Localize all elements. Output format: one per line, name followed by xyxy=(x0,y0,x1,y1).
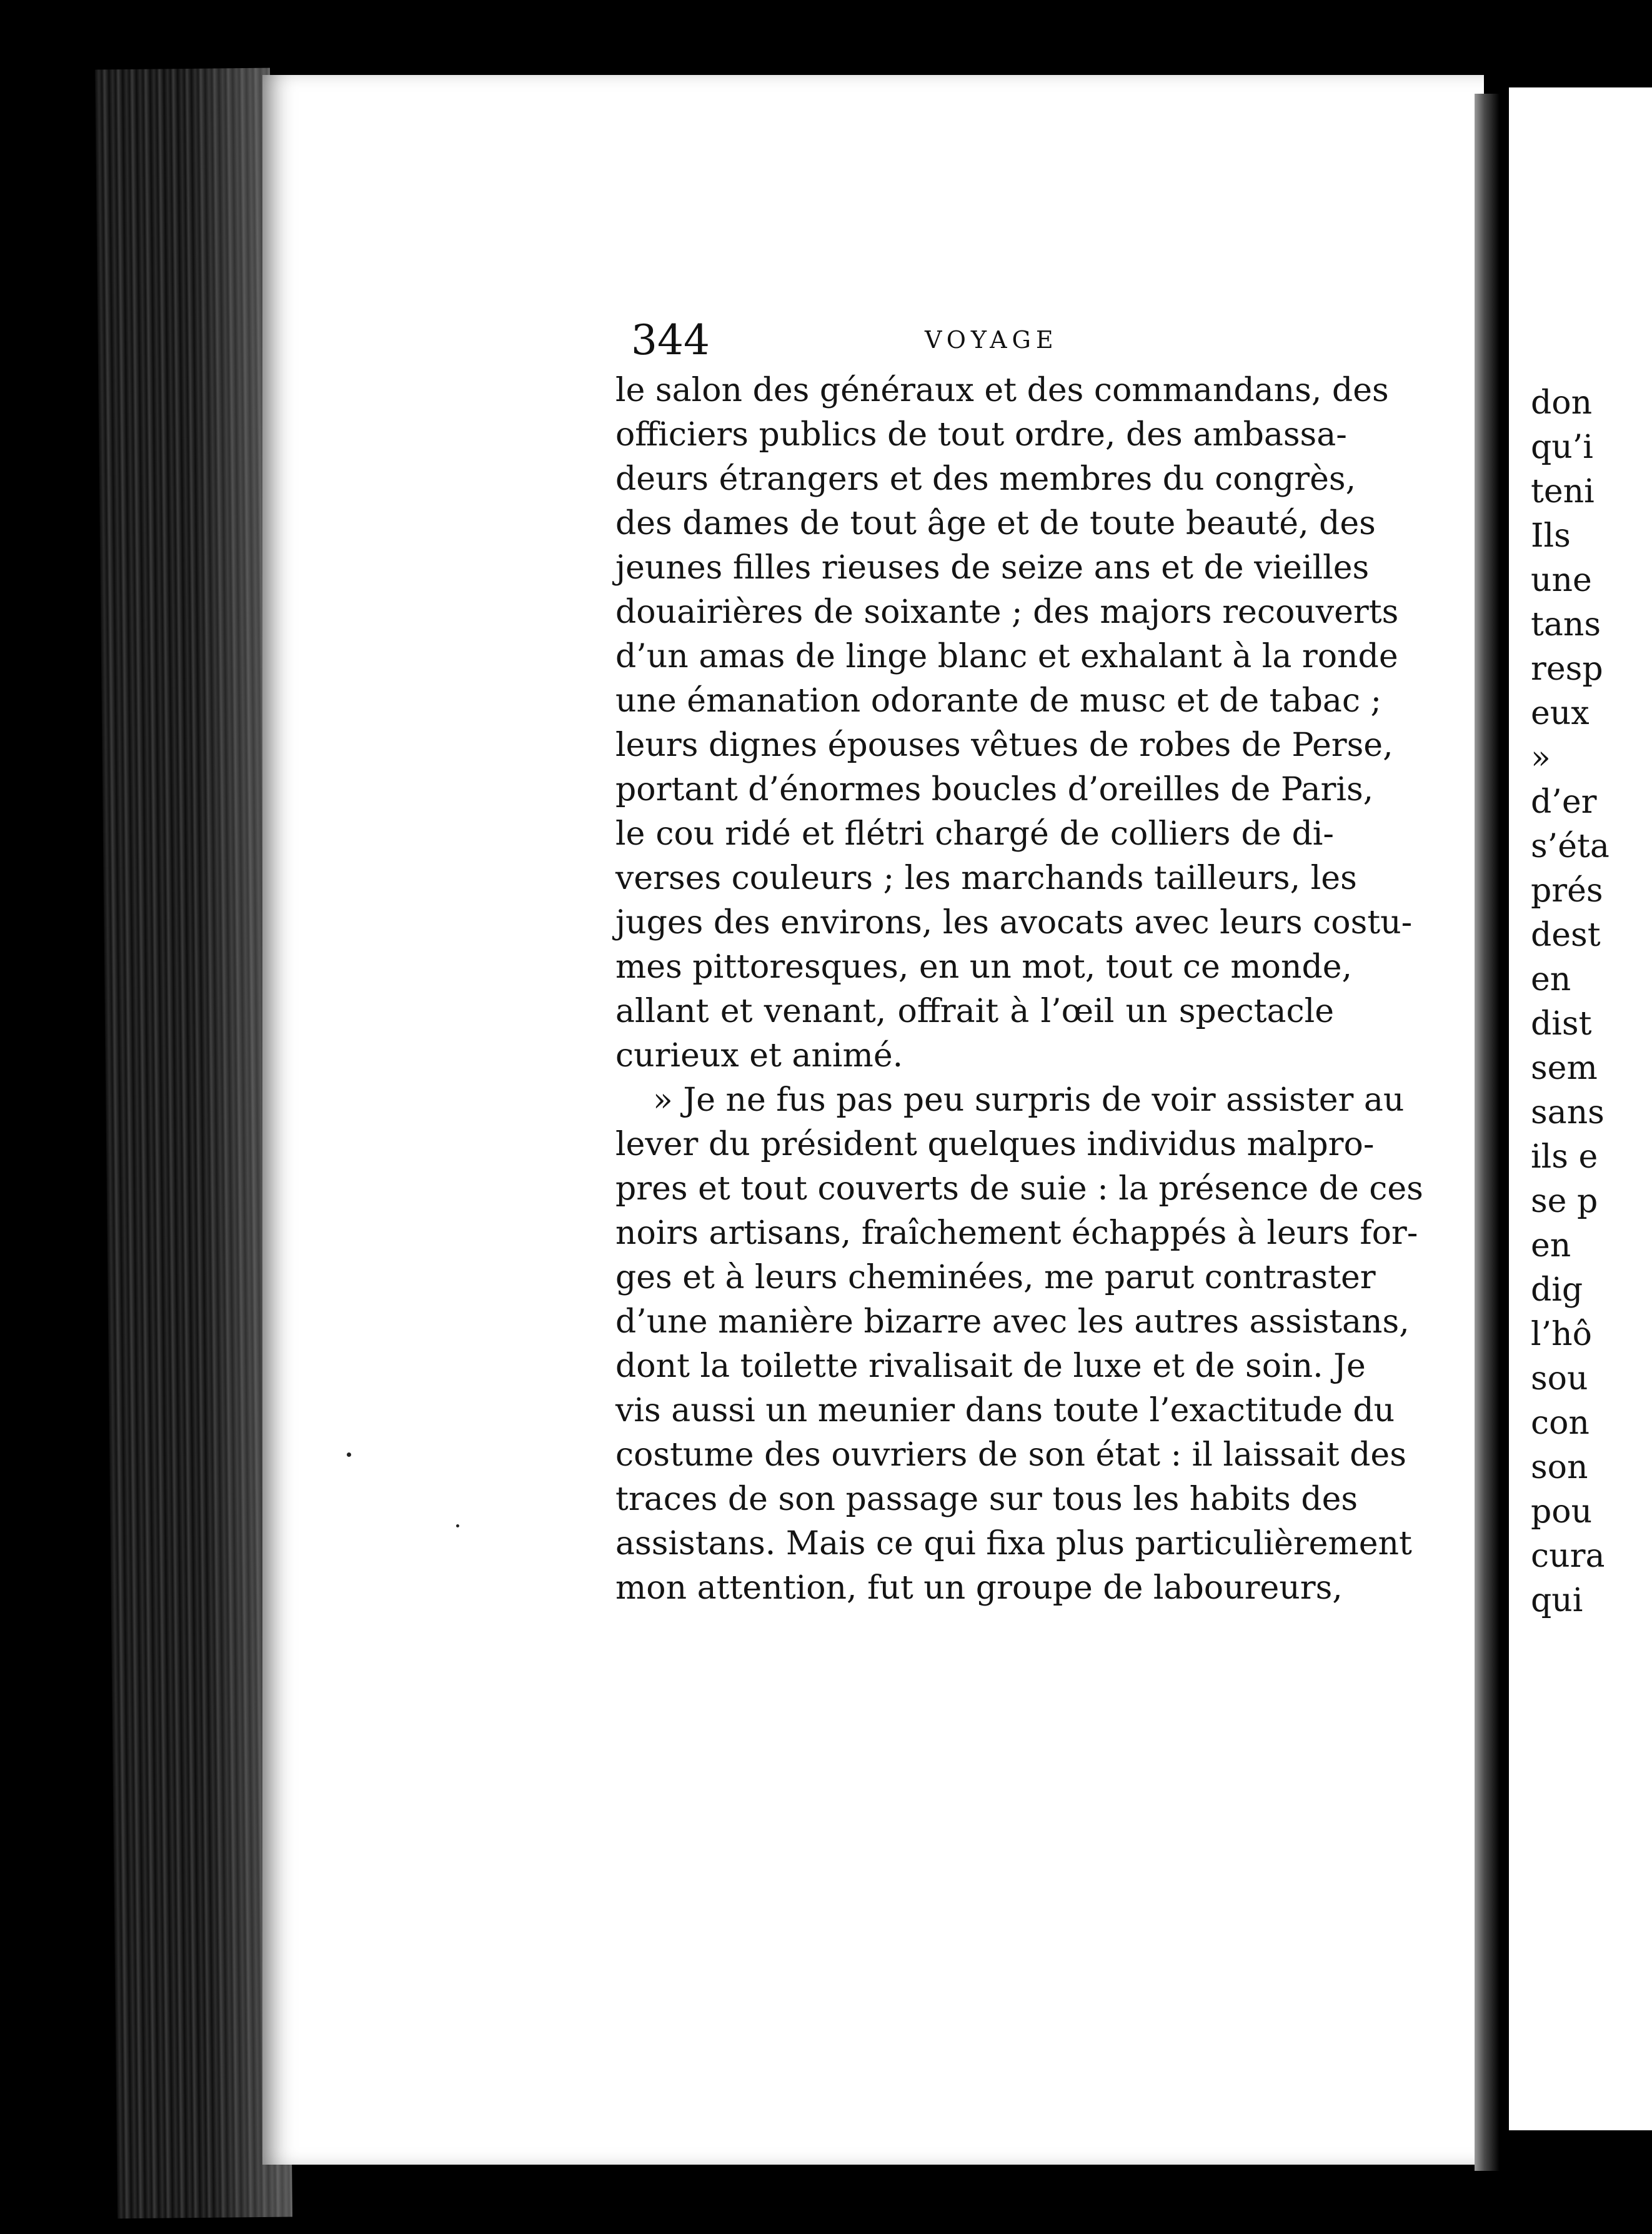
text-line: des dames de tout âge et de toute beauté, des xyxy=(615,505,1376,542)
running-head: VOYAGE xyxy=(925,326,1058,354)
right-line: » xyxy=(1531,739,1551,777)
text-line: traces de son passage sur tous les habits des xyxy=(615,1481,1358,1518)
right-line: dig xyxy=(1531,1271,1583,1309)
right-line: une xyxy=(1531,562,1592,599)
right-line: son xyxy=(1531,1449,1588,1486)
text-line: lever du président quelques individus malpro- xyxy=(615,1126,1375,1163)
right-line: resp xyxy=(1531,650,1603,688)
text-line: curieux et animé. xyxy=(615,1037,903,1075)
right-line: eux xyxy=(1531,695,1590,732)
text-line: costume des ouvriers de son état : il laissait des xyxy=(615,1436,1406,1474)
text-line: d’une manière bizarre avec les autres assistans, xyxy=(615,1303,1410,1341)
right-line: d’er xyxy=(1531,783,1597,821)
right-line: qu’i xyxy=(1531,429,1593,466)
right-line: teni xyxy=(1531,473,1595,510)
text-line: verses couleurs ; les marchands tailleurs, les xyxy=(615,860,1357,897)
text-line: noirs artisans, fraîchement échappés à leurs for- xyxy=(615,1214,1418,1252)
right-page xyxy=(1509,87,1652,2130)
right-line: se p xyxy=(1531,1183,1598,1220)
text-line: une émanation odorante de musc et de tabac ; xyxy=(615,682,1382,720)
scan-speck xyxy=(456,1524,459,1527)
text-line: assistans. Mais ce qui fixa plus particulièrement xyxy=(615,1525,1412,1562)
text-line: ges et à leurs cheminées, me parut contraster xyxy=(615,1259,1376,1296)
right-line: don xyxy=(1531,384,1593,422)
scan-speck xyxy=(347,1452,351,1457)
right-line: l’hô xyxy=(1531,1316,1592,1353)
text-line: officiers publics de tout ordre, des ambassa- xyxy=(615,416,1347,454)
right-line: dest xyxy=(1531,916,1601,954)
right-line: sou xyxy=(1531,1360,1588,1397)
right-line: Ils xyxy=(1531,517,1571,555)
text-line: leurs dignes épouses vêtues de robes de Perse, xyxy=(615,727,1393,764)
text-line: douairières de soixante ; des majors recouverts xyxy=(615,593,1399,631)
right-line: tans xyxy=(1531,606,1601,643)
text-line: mon attention, fut un groupe de laboureurs, xyxy=(615,1569,1343,1607)
right-line: s’éta xyxy=(1531,828,1610,865)
page-header xyxy=(631,312,1337,369)
right-line: sem xyxy=(1531,1050,1598,1087)
text-line: pres et tout couverts de suie : la présence de ces xyxy=(615,1170,1423,1208)
page-gutter-shadow xyxy=(1475,94,1500,2171)
text-line: le cou ridé et flétri chargé de colliers de di- xyxy=(615,815,1334,853)
text-line: juges des environs, les avocats avec leurs costu- xyxy=(615,904,1413,941)
right-line: ils e xyxy=(1531,1138,1598,1176)
text-line: allant et venant, offrait à l’œil un spectacle xyxy=(615,993,1334,1030)
right-line: qui xyxy=(1531,1582,1583,1619)
text-line: d’un amas de linge blanc et exhalant à la ronde xyxy=(615,638,1398,675)
text-line: jeunes filles rieuses de seize ans et de vieilles xyxy=(615,549,1370,587)
text-line: le salon des généraux et des commandans, des xyxy=(615,372,1389,409)
page-number: 344 xyxy=(631,316,710,364)
left-page-text xyxy=(615,369,1423,1611)
text-line: deurs étrangers et des membres du congrès, xyxy=(615,460,1356,498)
text-line: vis aussi un meunier dans toute l’exactitude du xyxy=(615,1392,1395,1429)
right-line: en xyxy=(1531,1227,1571,1264)
right-line: en xyxy=(1531,961,1571,998)
right-line: con xyxy=(1531,1404,1590,1442)
right-line: cura xyxy=(1531,1537,1605,1575)
right-line: sans xyxy=(1531,1094,1605,1131)
right-line: pou xyxy=(1531,1493,1593,1531)
right-line: prés xyxy=(1531,872,1603,910)
right-page-text xyxy=(1531,381,1652,1623)
text-line: mes pittoresques, en un mot, tout ce monde, xyxy=(615,948,1353,986)
text-line: » Je ne fus pas peu surpris de voir assister au xyxy=(653,1081,1405,1119)
right-line: dist xyxy=(1531,1005,1592,1043)
text-line: portant d’énormes boucles d’oreilles de Paris, xyxy=(615,771,1374,808)
text-line: dont la toilette rivalisait de luxe et de soin. Je xyxy=(615,1348,1366,1385)
